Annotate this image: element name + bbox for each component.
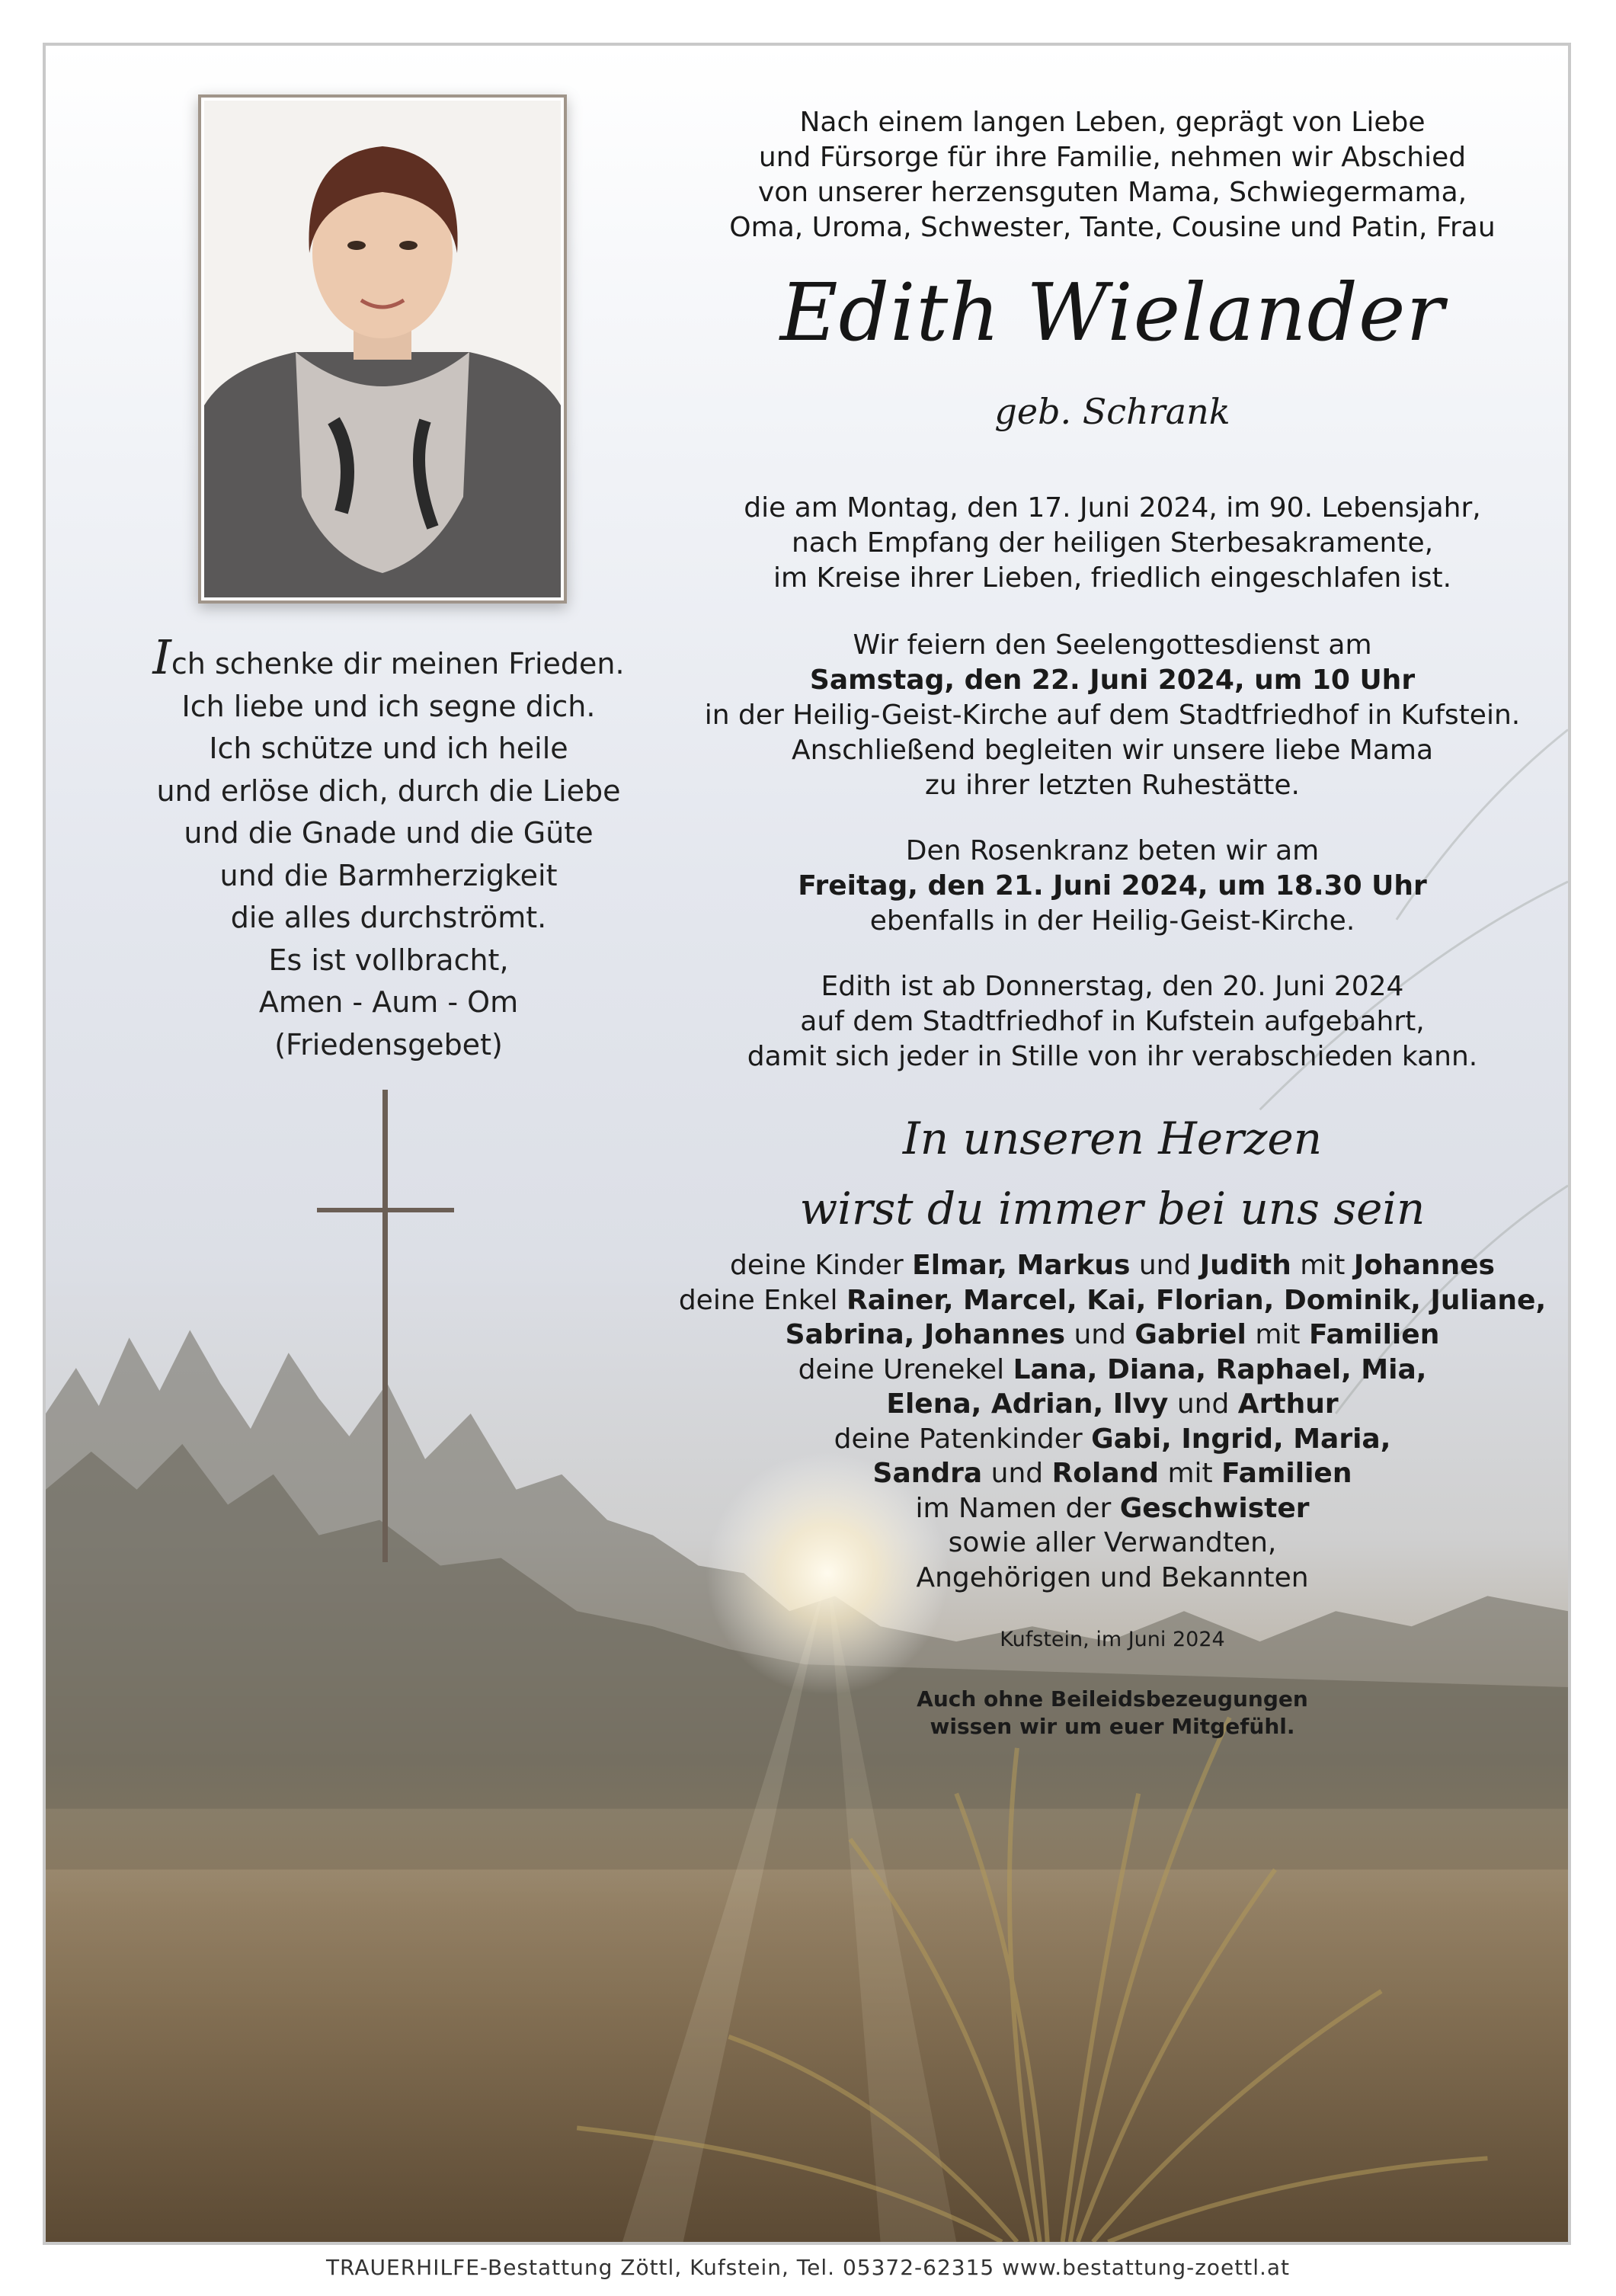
closing-note: Auch ohne Beileidsbezeugungen wissen wir um euer Mitgefühl. bbox=[917, 1686, 1308, 1739]
motto: In unseren Herzen wirst du immer bei uns sein bbox=[799, 1113, 1426, 1234]
maiden-name: geb. Schrank bbox=[994, 391, 1230, 432]
poem-line: die alles durchströmt. bbox=[230, 901, 547, 934]
poem-line: Ich schütze und ich heile bbox=[209, 732, 568, 765]
deceased-name: Edith Wielander bbox=[779, 266, 1445, 359]
poem-line: Ich liebe und ich segne dich. bbox=[181, 689, 596, 723]
poem-line: und erlöse dich, durch die Liebe bbox=[156, 773, 621, 808]
family-line: deine Patenkinder Gabi, Ingrid, Maria, bbox=[834, 1423, 1391, 1455]
family-line: deine Kinder Elmar, Markus und Judith mit Johannes bbox=[730, 1250, 1495, 1281]
family-line: Angehörigen und Bekannten bbox=[916, 1561, 1309, 1593]
poem-line: Es ist vollbracht, bbox=[268, 943, 509, 977]
family-list bbox=[670, 1248, 1554, 1595]
family-line: im Namen der Geschwister bbox=[915, 1492, 1310, 1524]
footer-contact: TRAUERHILFE-Bestattung Zöttl, Kufstein, Tel. 05372-62315 www.bestattung-zoettl.at bbox=[325, 2255, 1291, 2280]
poem-line: Amen - Aum - Om bbox=[258, 985, 519, 1019]
cross-icon bbox=[317, 1090, 454, 1562]
portrait-image bbox=[204, 101, 561, 597]
mass-info: Wir feiern den Seelengottesdienst am Samstag, den 22. Juni 2024, um 10 Uhr in der Heilig-Geist-Kirche auf dem Stadtfriedhof in Kufstein. Anschließend begleiten wir unsere liebe Mama zu ihrer letzten Ruhestätte. bbox=[704, 629, 1521, 801]
poem-line: und die Gnade und die Güte bbox=[184, 816, 594, 850]
poem-line: und die Barmherzigkeit bbox=[219, 858, 558, 892]
family-line: Elena, Adrian, Ilvy und Arthur bbox=[886, 1388, 1339, 1420]
death-notice: die am Montag, den 17. Juni 2024, im 90. Lebensjahr, nach Empfang der heiligen Sterbesakramente, im Kreise ihrer Lieben, friedlich eingeschlafen ist. bbox=[744, 492, 1481, 594]
poem-initial: I bbox=[152, 629, 171, 685]
rosary-info: Den Rosenkranz beten wir am Freitag, den 21. Juni 2024, um 18.30 Uhr ebenfalls in der Heilig-Geist-Kirche. bbox=[798, 835, 1427, 937]
family-line: sowie aller Verwandten, bbox=[948, 1527, 1277, 1558]
family-line: deine Enkel Rainer, Marcel, Kai, Florian, Dominik, Juliane, bbox=[678, 1284, 1547, 1316]
viewing-info: Edith ist ab Donnerstag, den 20. Juni 2024 auf dem Stadtfriedhof in Kufstein aufgebahrt, damit sich jeder in Stille von ihr verabschieden kann. bbox=[747, 971, 1478, 1072]
obituary-card bbox=[43, 43, 1571, 2245]
intro-text: Nach einem langen Leben, geprägt von Liebe und Fürsorge für ihre Familie, nehmen wir Abschied von unserer herzensguten Mama, Schwiegermama, Oma, Uroma, Schwester, Tante, Cousine und Patin, Frau bbox=[729, 107, 1496, 243]
family-line: Sandra und Roland mit Familien bbox=[872, 1458, 1352, 1489]
mass-date: Samstag, den 22. Juni 2024, um 10 Uhr bbox=[809, 664, 1416, 696]
rosary-date: Freitag, den 21. Juni 2024, um 18.30 Uhr bbox=[798, 870, 1427, 901]
family-line: deine Urenekel Lana, Diana, Raphael, Mia, bbox=[798, 1353, 1427, 1385]
poem-line: Ich schenke dir meinen Frieden. bbox=[152, 629, 625, 685]
portrait-photo bbox=[198, 94, 567, 604]
poem bbox=[114, 629, 663, 1066]
family-line: Sabrina, Johannes und Gabriel mit Familien bbox=[785, 1319, 1440, 1350]
poem-line: (Friedensgebet) bbox=[274, 1027, 503, 1062]
place-date: Kufstein, im Juni 2024 bbox=[1000, 1628, 1225, 1651]
